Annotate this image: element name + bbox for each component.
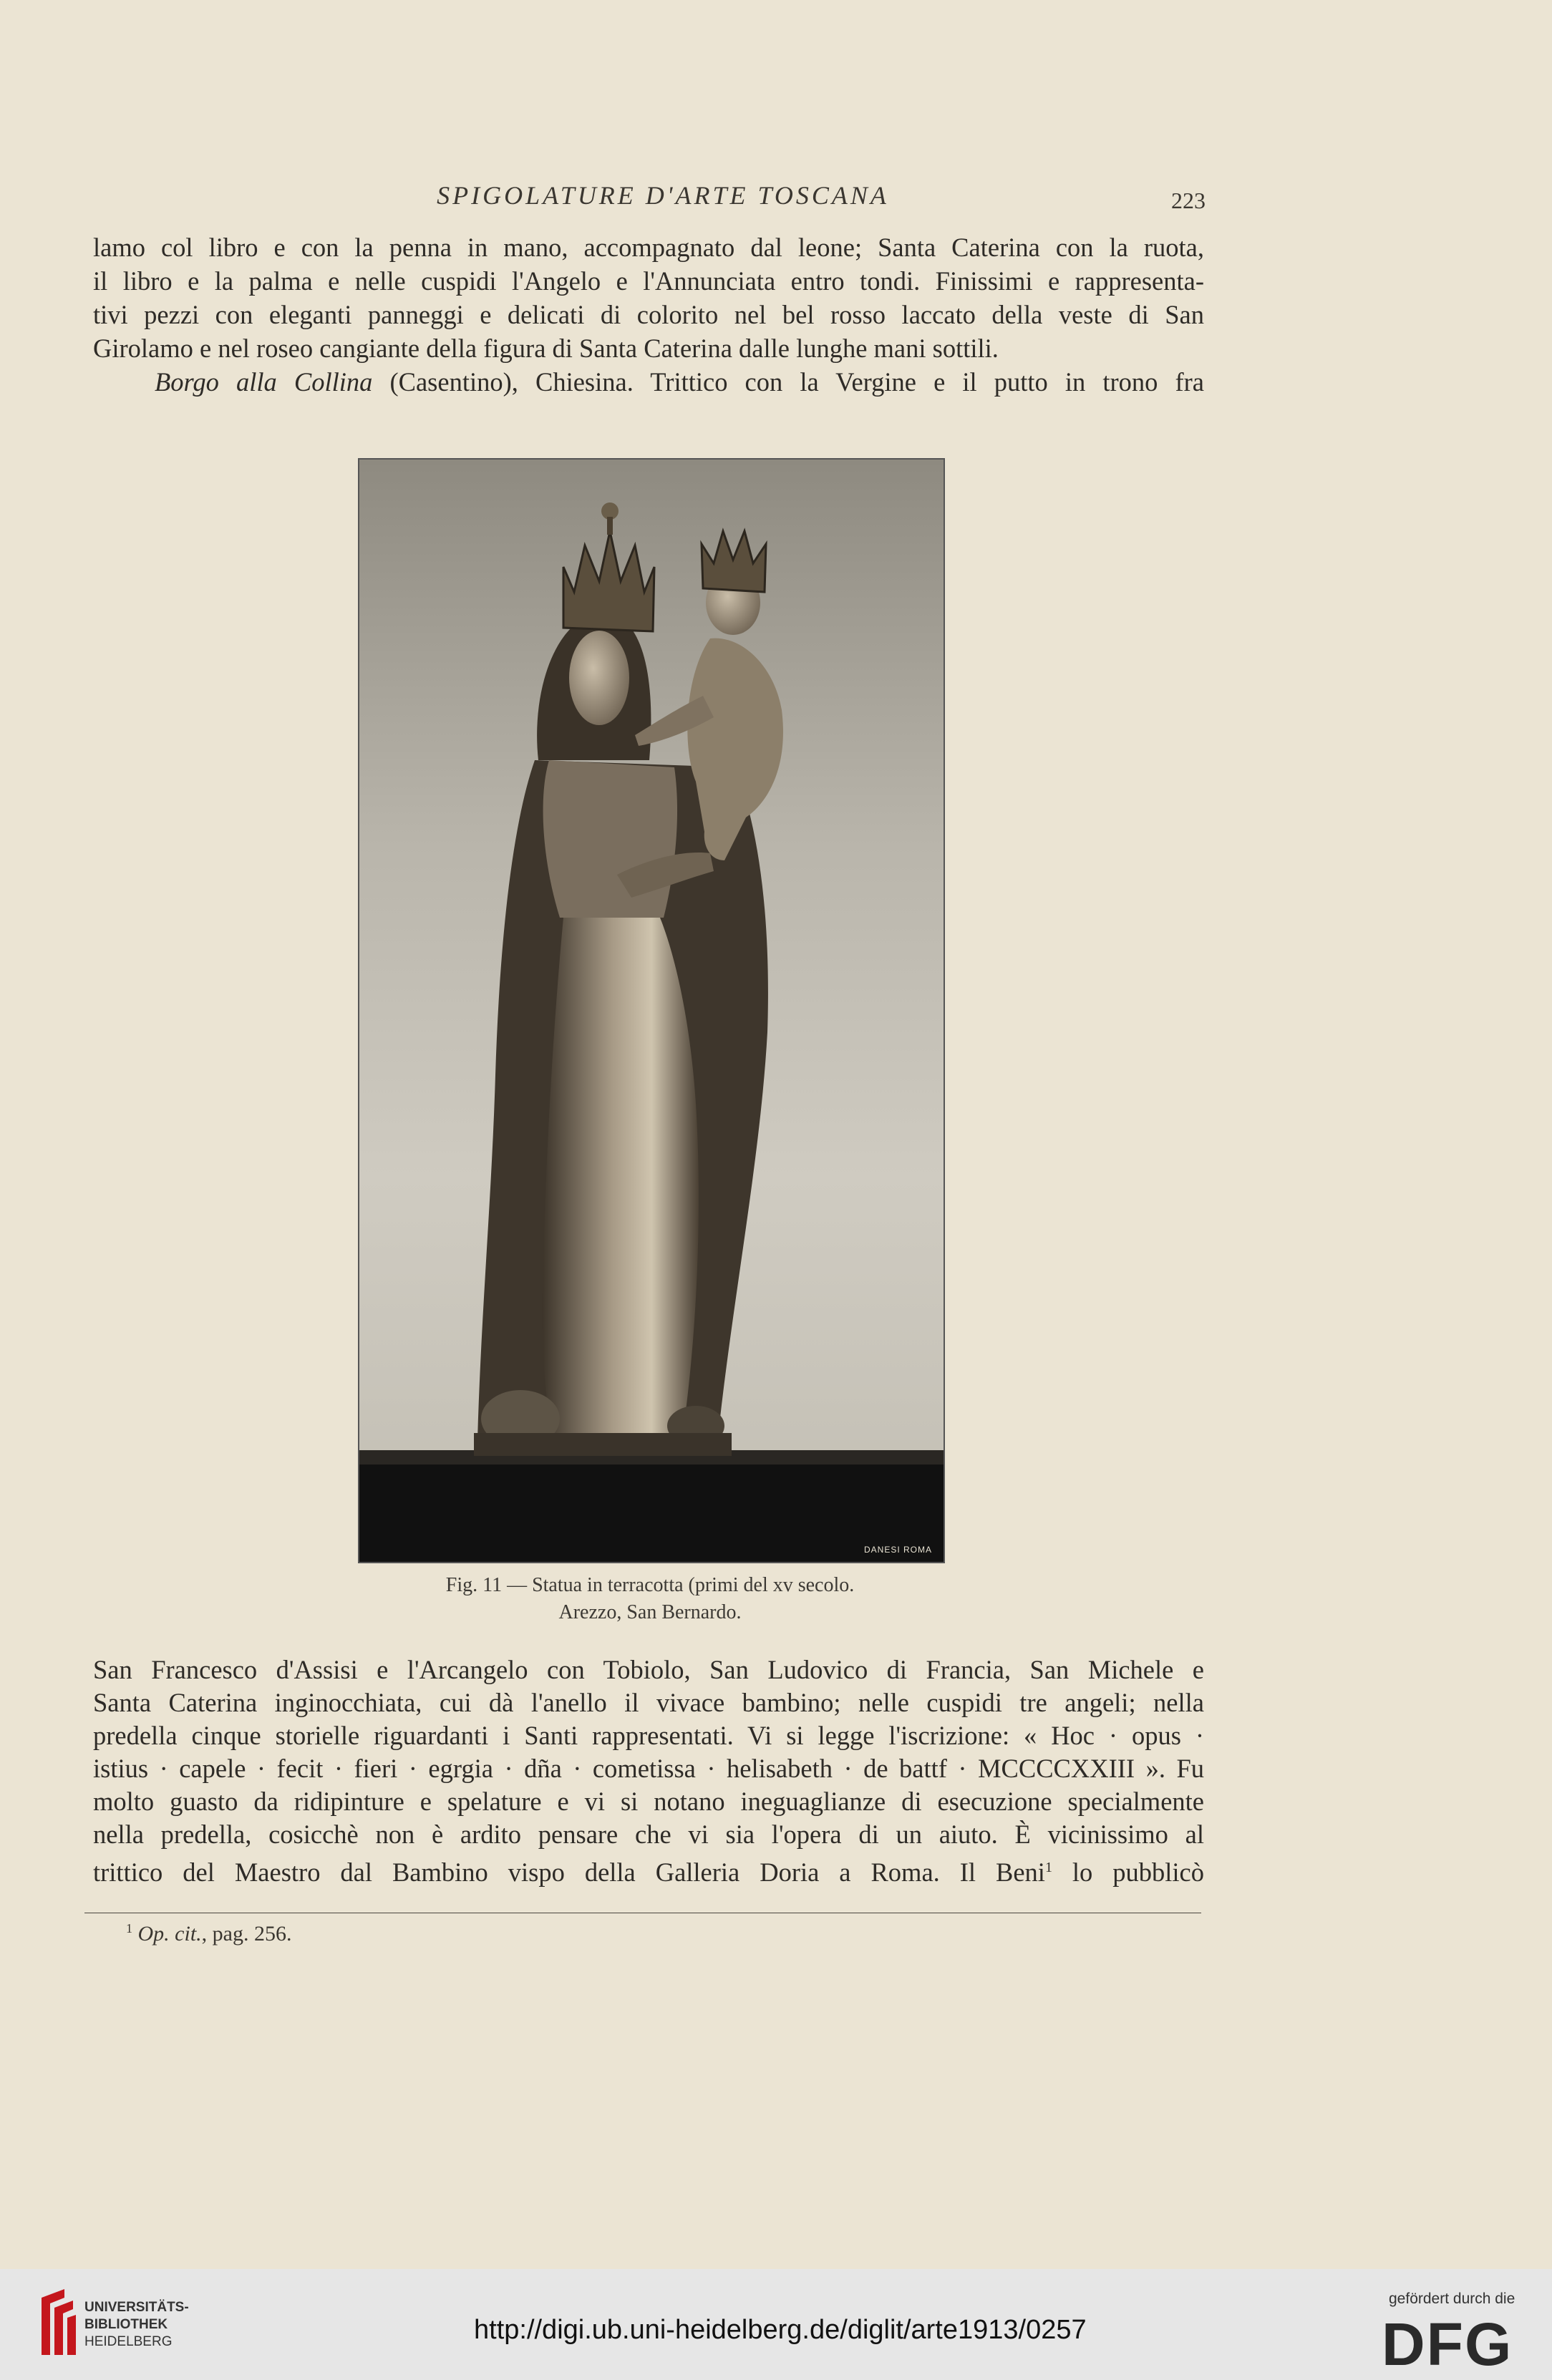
paragraph-top (93, 230, 1204, 399)
text-line (93, 365, 1204, 399)
digital-library-banner (0, 2269, 1552, 2380)
figure-caption: Fig. 11 — Statua in terracotta (primi del xv secolo. (445, 1574, 855, 1596)
library-emblem-icon (36, 2283, 79, 2362)
text-line: nella predella, cosicchè non è ardito pensare che vi sia l'opera di un aiuto. È vicinissimo al (93, 1820, 1204, 1849)
page-number: 223 (1171, 188, 1206, 213)
running-title: SPIGOLATURE D'ARTE TOSCANA (437, 181, 889, 210)
text-line: lamo col libro e con la penna in mano, accompagnato dal leone; Santa Caterina con la ruota, (93, 233, 1204, 262)
paragraph-bottom (93, 1653, 1204, 1889)
photo-credit: DANESI ROMA (863, 1545, 932, 1555)
text-line: San Francesco d'Assisi e l'Arcangelo con Tobiolo, San Ludovico di Francia, San Michele e (93, 1655, 1204, 1684)
madonna-and-child-statue-image (359, 460, 944, 1562)
text-span: (Casentino), Chiesina. Trittico con la Vergine e il putto in trono fra (372, 367, 1204, 397)
library-name (84, 2299, 189, 2351)
footnote (126, 1921, 291, 1946)
statue-photograph (358, 458, 945, 1563)
text-line: tivi pezzi con eleganti panneggi e delicati di colorito nel bel rosso laccato della veste di San (93, 300, 1204, 329)
footnote-text: , pag. 256. (201, 1922, 292, 1946)
library-name-line: BIBLIOTHEK (84, 2317, 168, 2332)
footnote-citation-italic: Op. cit. (137, 1922, 202, 1946)
footnote-reference[interactable]: 1 (1044, 1860, 1052, 1875)
text-line: Girolamo e nel roseo cangiante della figura di Santa Caterina dalle lunghe mani sottili. (93, 334, 999, 363)
text-line: il libro e la palma e nelle cuspidi l'Angelo e l'Annunciata entro tondi. Finissimi e rappresenta- (93, 266, 1204, 296)
library-name-line: HEIDELBERG (84, 2334, 173, 2349)
text-span: trittico del Maestro dal Bambino vispo della Galleria Doria a Roma. Il Beni (93, 1857, 1045, 1888)
funding-note: gefördert durch die (1389, 2291, 1515, 2307)
library-name-line: UNIVERSITÄTS- (84, 2300, 189, 2315)
text-line (93, 1851, 1204, 1889)
footnote-marker: 1 (126, 1921, 132, 1935)
text-line: Santa Caterina inginocchiata, cui dà l'anello il vivace bambino; nelle cuspidi tre angeli; nella (93, 1688, 1204, 1717)
dfg-logo[interactable]: DFG (1382, 2311, 1513, 2378)
university-library-logo[interactable] (36, 2283, 79, 2366)
text-span: lo pubblicò (1052, 1857, 1205, 1888)
text-line: predella cinque storielle riguardanti i Santi rappresentati. Vi si legge l'iscrizione: « Hoc · opus · (93, 1721, 1204, 1750)
figure-caption-location: Arezzo, San Bernardo. (558, 1601, 742, 1623)
text-line: molto guasto da ridipinture e spelature e vi si notano ineguaglianze di esecuzione specialmente (93, 1787, 1204, 1816)
text-line: istius · capele · fecit · fieri · egrgia · dña · cometissa · helisabeth · de battf · MCCCCXXIII ». Fu (93, 1754, 1204, 1783)
permalink-url[interactable]: http://digi.ub.uni-heidelberg.de/diglit/arte1913/0257 (474, 2315, 1087, 2345)
place-name-italic: Borgo alla Collina (155, 367, 373, 397)
